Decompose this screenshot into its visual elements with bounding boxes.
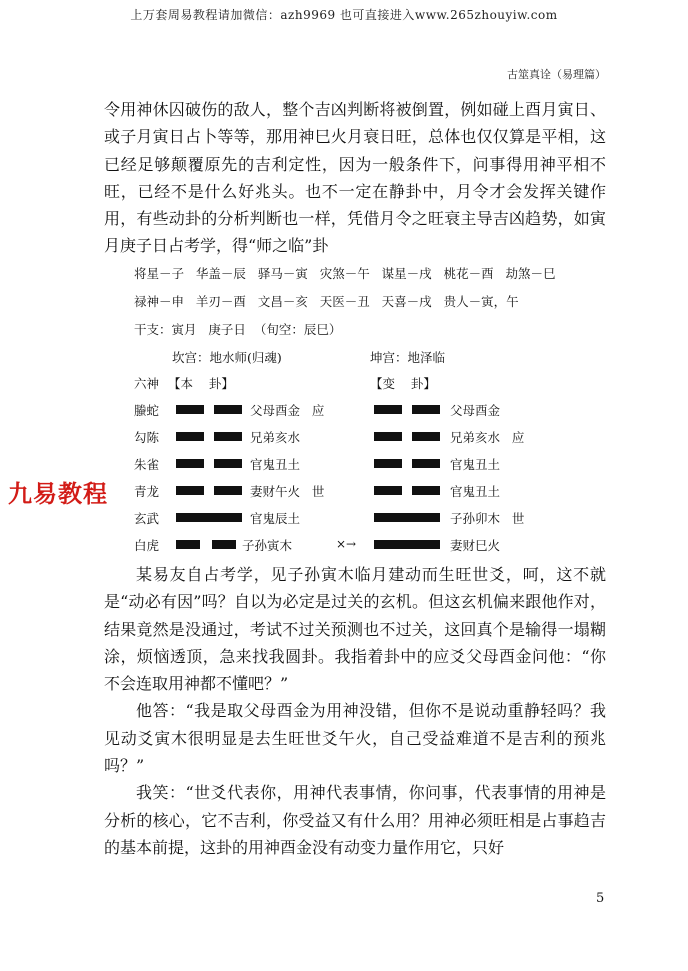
shensha-line-1: 将星－子 华盖－辰 驿马－寅 灾煞－午 谋星－戌 桃花－酉 劫煞－巳 [134,266,556,281]
base-line-label: 兄弟亥水 [250,430,301,445]
watermark-logo: 九易教程 [8,480,108,508]
changed-line-label: 官鬼丑土 [450,457,501,472]
changed-line-label: 兄弟亥水 应 [450,430,525,445]
six-god: 勾陈 [134,430,160,445]
paragraph: 他答：“我是取父母酉金为用神没错，但你不是说动重静轻吗？我见动爻寅木很明显是去生旺世爻午火，自己受益难道不是吉利的预兆吗？” [104,701,606,776]
paragraph: 某易友自占考学，见子孙寅木临月建动而生旺世爻，呵，这不就是“动必有因”吗？自以为必定是过关的玄机。但这玄机偏来跟他作对，结果竟然是没通过，考试不过关预测也不过关，这回真个是输得一塌糊涂，烦恼透顶，急来找我圆卦。我指着卦中的应爻父母酉金问他：“你不会连取用神都不懂吧？” [104,565,606,694]
intro-paragraph [104,96,606,260]
page-number: 5 [596,891,605,906]
base-line-label: 父母酉金 应 [250,403,325,418]
base-line-label: 官鬼丑土 [250,457,301,472]
six-god: 螣蛇 [134,403,160,418]
six-god: 青龙 [134,484,160,499]
changed-line-label: 子孙卯木 世 [450,511,525,526]
running-title: 古筮真诠（易理篇） [507,68,606,81]
six-god: 玄武 [134,511,160,526]
shensha-line-2: 禄神－申 羊刃－酉 文昌－亥 天医－丑 天喜－戌 贵人－寅，午 [134,294,519,309]
base-palace: 坎宫：地水师(归魂) [172,350,282,365]
intro-text: 令用神休囚破伤的敌人，整个吉凶判断将被倒置，例如碰上酉月寅日、或子月寅日占卜等等，那用神巳火月衰日旺，总体也仅仅算是平相，这已经足够颠覆原先的吉利定性，因为一般条件下，问事得用神平相不旺，已经不是什么好兆头。也不一定在静卦中，月令才会发挥关键作用，有些动卦的分析判断也一样，凭借月令之旺衰主导吉凶趋势，如寅月庚子日占考学，得“师之临”卦 [104,100,606,256]
base-line-label: 妻财午火 世 [250,484,325,499]
changed-line-label: 妻财巳火 [450,538,501,553]
changed-palace: 坤宫：地泽临 [370,350,446,365]
base-line-label: 官鬼辰土 [250,511,301,526]
six-god: 朱雀 [134,457,160,472]
paragraph: 我笑：“世爻代表你，用神代表事情，你问事，代表事情的用神是分析的核心，它不吉利，你受益又有什么用？用神必须旺相是占事趋吉的基本前提，这卦的用神酉金没有动变力量作用它，只好 [104,783,606,857]
base-hexagram-header: 【本 卦】 [168,376,234,391]
ganzhi-line: 干支：寅月 庚子日 （旬空：辰巳） [134,322,342,337]
changed-line-label: 官鬼丑土 [450,484,501,499]
moving-line-arrow-icon: ×→ [336,537,357,551]
changed-hexagram-header: 【变 卦】 [370,376,436,391]
six-god: 白虎 [134,538,160,553]
changed-line-label: 父母酉金 [450,403,501,418]
promo-banner: 上万套周易教程请加微信：azh9969 也可直接进入www.265zhouyiw.com [130,8,558,22]
base-line-label: 子孙寅木 [242,538,293,553]
main-text [104,561,606,861]
six-gods-header: 六神 [134,376,160,391]
